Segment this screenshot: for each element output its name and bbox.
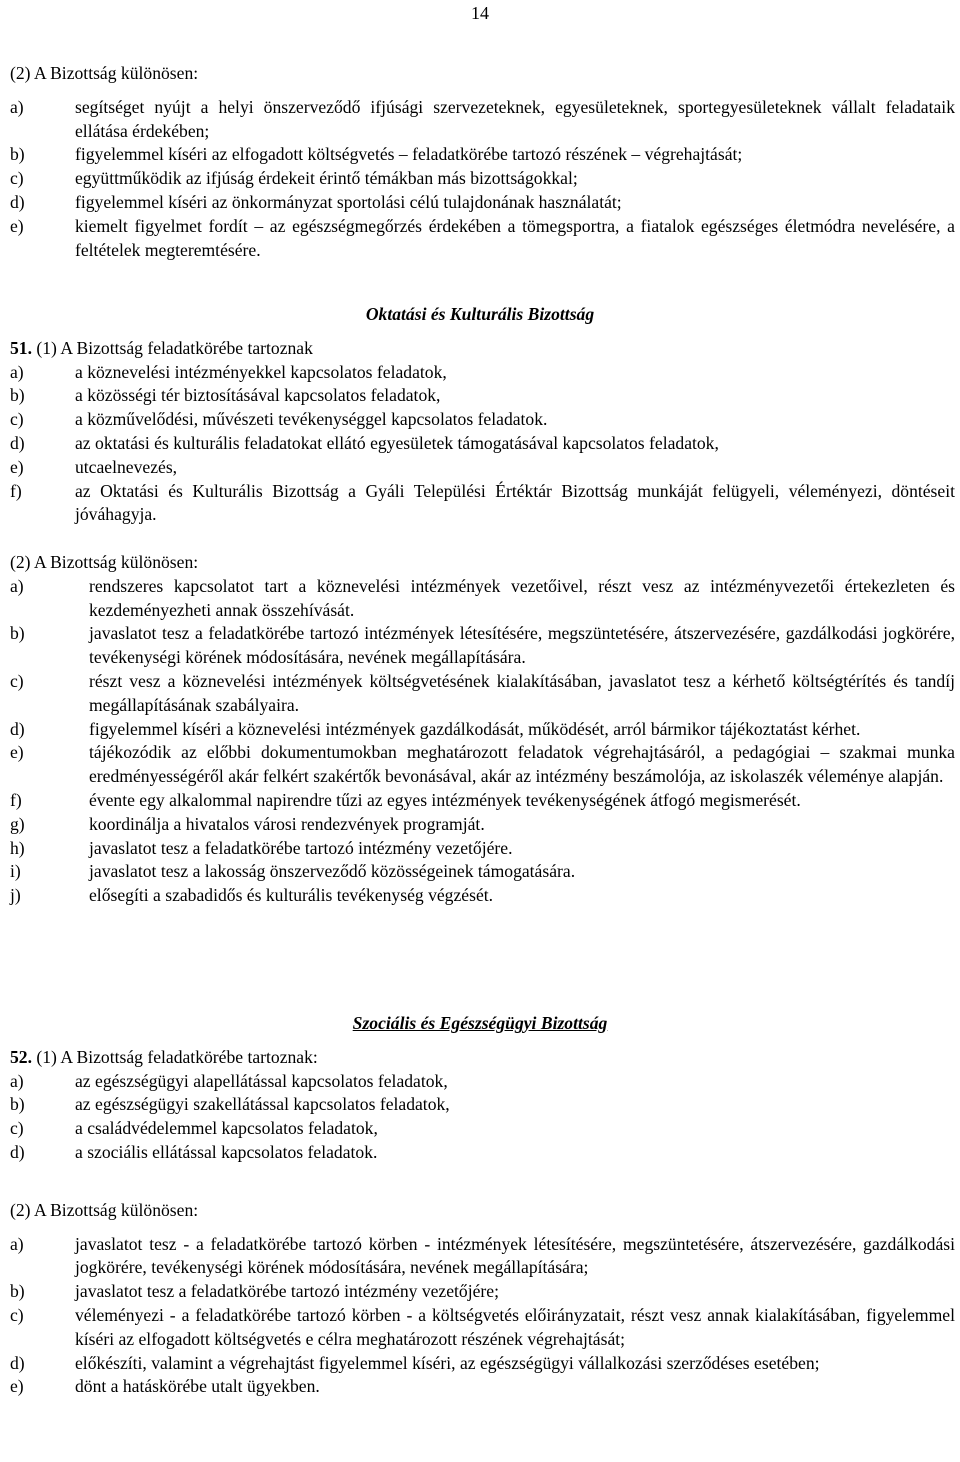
- list-item: [0, 384, 960, 408]
- item-label: c): [10, 1304, 24, 1325]
- item-text: véleményezi - a feladatkörébe tartozó körben - a költségvetés előirányzatait, részt vesz annak kialakításában, figyelemmel kíséri az elfogadott költségvetés e célra meghatározott részének végrehajtását;: [75, 1304, 955, 1349]
- paragraph-intro-text: (1) A Bizottság feladatkörébe tartoznak: [36, 337, 313, 358]
- item-text: javaslatot tesz a feladatkörébe tartozó intézmény vezetőjére.: [89, 837, 513, 858]
- item-label: c): [10, 670, 24, 691]
- page-number: 14: [471, 3, 489, 23]
- item-label: c): [10, 168, 24, 189]
- section-education-culture: [0, 303, 960, 908]
- duties-list: [0, 1070, 960, 1165]
- list-item: [0, 1233, 960, 1281]
- item-text: figyelemmel kíséri az elfogadott költségvetés – feladatkörébe tartozó részének – végrehajtását;: [75, 144, 743, 165]
- list-item: [0, 143, 960, 167]
- item-label: b): [10, 144, 25, 165]
- paragraph-intro: [0, 1046, 960, 1070]
- item-label: b): [10, 1281, 25, 1302]
- list-item: [0, 789, 960, 813]
- item-label: b): [10, 385, 25, 406]
- item-label: e): [10, 742, 24, 763]
- item-text: javaslatot tesz a feladatkörébe tartozó intézmény vezetőjére;: [75, 1281, 499, 1302]
- item-label: a): [10, 361, 24, 382]
- list-item: [0, 1304, 960, 1352]
- item-text: figyelemmel kíséri az önkormányzat sportolási célú tulajdonának használatát;: [75, 191, 622, 212]
- committee-title: Szociális és Egészségügyi Bizottság: [352, 1013, 608, 1033]
- list-item: [0, 622, 960, 670]
- item-text: az Oktatási és Kulturális Bizottság a Gyáli Települési Értéktár Bizottság munkáját felügyeli, véleményezi, döntéseit jóváhagyja.: [75, 480, 955, 525]
- item-label: a): [10, 96, 24, 117]
- item-label: a): [10, 1233, 24, 1254]
- list-item: [0, 837, 960, 861]
- list-item: [0, 575, 960, 623]
- item-label: e): [10, 456, 24, 477]
- list-item: [0, 1070, 960, 1094]
- item-text: a közösségi tér biztosításával kapcsolatos feladatok,: [75, 385, 441, 406]
- item-text: javaslatot tesz a lakosság önszerveződő közösségeinek támogatására.: [89, 861, 576, 882]
- item-label: f): [10, 789, 22, 810]
- item-label: i): [10, 861, 21, 882]
- specific-duties-list: [0, 575, 960, 908]
- specific-duties-list: [0, 1233, 960, 1400]
- duties-list: [0, 361, 960, 528]
- list-item: [0, 215, 960, 263]
- list-item: [0, 432, 960, 456]
- section-social-health: [0, 1012, 960, 1399]
- list-item: [0, 813, 960, 837]
- list-item: [0, 1093, 960, 1117]
- section-item-list: [0, 96, 960, 263]
- item-text: részt vesz a köznevelési intézmények költségvetésének kialakításában, javaslatot tesz a kérhető költségtérítés és tandíj megállapításának szabályaira.: [89, 670, 955, 715]
- item-label: d): [10, 1141, 25, 1162]
- item-text: tájékozódik az előbbi dokumentumokban meghatározott feladatok végrehajtásáról, a pedagógiai – szakmai munka eredményességéről akár felkért szakértők bevonásával, akár az intézmény beszámolója, az iskolaszék véleménye alapján.: [89, 742, 955, 787]
- item-text: javaslatot tesz a feladatkörébe tartozó intézmények létesítésére, megszüntetésére, átszervezésére, gazdálkodási jogkörére, tevékenységi körének módosítására, nevének megállapítására.: [89, 623, 955, 668]
- item-text: a családvédelemmel kapcsolatos feladatok,: [75, 1118, 378, 1139]
- item-text: utcaelnevezés,: [75, 456, 178, 477]
- item-label: c): [10, 1118, 24, 1139]
- item-text: rendszeres kapcsolatot tart a köznevelési intézmények vezetőivel, részt vesz az intézményvezetői értekezleten és kezdeményezheti annak összehívását.: [89, 575, 955, 620]
- item-text: az oktatási és kulturális feladatokat ellátó egyesületek támogatásával kapcsolatos feladatok,: [75, 432, 719, 453]
- item-text: dönt a hatáskörébe utalt ügyekben.: [75, 1376, 320, 1397]
- item-text: a szociális ellátással kapcsolatos feladatok.: [75, 1141, 378, 1162]
- item-label: a): [10, 1070, 24, 1091]
- list-item: [0, 361, 960, 385]
- paragraph-number: 51.: [10, 337, 32, 358]
- item-text: javaslatot tesz - a feladatkörébe tartozó körben - intézmények létesítésére, megszüntetésére, átszervezésére, gazdálkodási jogkörére, tevékenységi körének módosítására, nevének megállapítására;: [75, 1233, 955, 1278]
- item-label: e): [10, 1376, 24, 1397]
- item-label: d): [10, 432, 25, 453]
- item-text: elősegíti a szabadidős és kulturális tevékenység végzését.: [89, 885, 494, 906]
- committee-title: Oktatási és Kulturális Bizottság: [365, 304, 595, 324]
- item-label: a): [10, 575, 24, 596]
- list-item: [0, 1352, 960, 1376]
- list-item: [0, 1280, 960, 1304]
- list-item: [0, 860, 960, 884]
- item-label: d): [10, 718, 25, 739]
- section-intro: (2) A Bizottság különösen:: [10, 551, 199, 572]
- list-item: [0, 96, 960, 144]
- section-intro: (2) A Bizottság különösen:: [10, 1199, 199, 1220]
- item-text: évente egy alkalommal napirendre tűzi az egyes intézmények tevékenységének átfogó megismerését.: [89, 789, 801, 810]
- list-item: [0, 1375, 960, 1399]
- item-text: figyelemmel kíséri a köznevelési intézmények gazdálkodását, működését, arról bármikor tájékoztatást kérhet.: [89, 718, 861, 739]
- item-text: a köznevelési intézményekkel kapcsolatos feladatok,: [75, 361, 447, 382]
- item-text: együttműködik az ifjúság érdekeit érintő témákban más bizottságokkal;: [75, 168, 578, 189]
- item-text: az egészségügyi szakellátással kapcsolatos feladatok,: [75, 1094, 450, 1115]
- item-label: d): [10, 191, 25, 212]
- item-text: előkészíti, valamint a végrehajtást figyelemmel kíséri, az egészségügyi vállalkozási szerződéses esetében;: [75, 1352, 820, 1373]
- paragraph-intro-text: (1) A Bizottság feladatkörébe tartoznak:: [36, 1046, 318, 1067]
- item-text: segítséget nyújt a helyi önszerveződő ifjúsági szervezeteknek, egyesületeknek, sportegyesületeknek vállalt feladataik ellátása érdekében;: [75, 96, 955, 141]
- item-label: e): [10, 215, 24, 236]
- list-item: [0, 408, 960, 432]
- item-text: koordinálja a hivatalos városi rendezvények programját.: [89, 813, 485, 834]
- item-label: h): [10, 837, 25, 858]
- item-label: b): [10, 623, 25, 644]
- list-item: [0, 884, 960, 908]
- list-item: [0, 718, 960, 742]
- list-item: [0, 1141, 960, 1165]
- list-item: [0, 741, 960, 789]
- list-item: [0, 670, 960, 718]
- section-youth-sport: [0, 62, 960, 262]
- item-label: f): [10, 480, 22, 501]
- list-item: [0, 480, 960, 528]
- item-text: kiemelt figyelmet fordít – az egészségmegőrzés érdekében a tömegsportra, a fiatalok egészséges életmódra nevelésére, a feltételek megteremtésére.: [75, 215, 955, 260]
- item-text: az egészségügyi alapellátással kapcsolatos feladatok,: [75, 1070, 448, 1091]
- list-item: [0, 191, 960, 215]
- item-text: a közművelődési, művészeti tevékenységgel kapcsolatos feladatok.: [75, 409, 548, 430]
- section-intro: (2) A Bizottság különösen:: [10, 63, 199, 83]
- paragraph-intro: [0, 337, 960, 361]
- item-label: c): [10, 409, 24, 430]
- item-label: j): [10, 885, 21, 906]
- list-item: [0, 1117, 960, 1141]
- item-label: d): [10, 1352, 25, 1373]
- list-item: [0, 456, 960, 480]
- item-label: b): [10, 1094, 25, 1115]
- list-item: [0, 167, 960, 191]
- item-label: g): [10, 813, 25, 834]
- paragraph-number: 52.: [10, 1046, 32, 1067]
